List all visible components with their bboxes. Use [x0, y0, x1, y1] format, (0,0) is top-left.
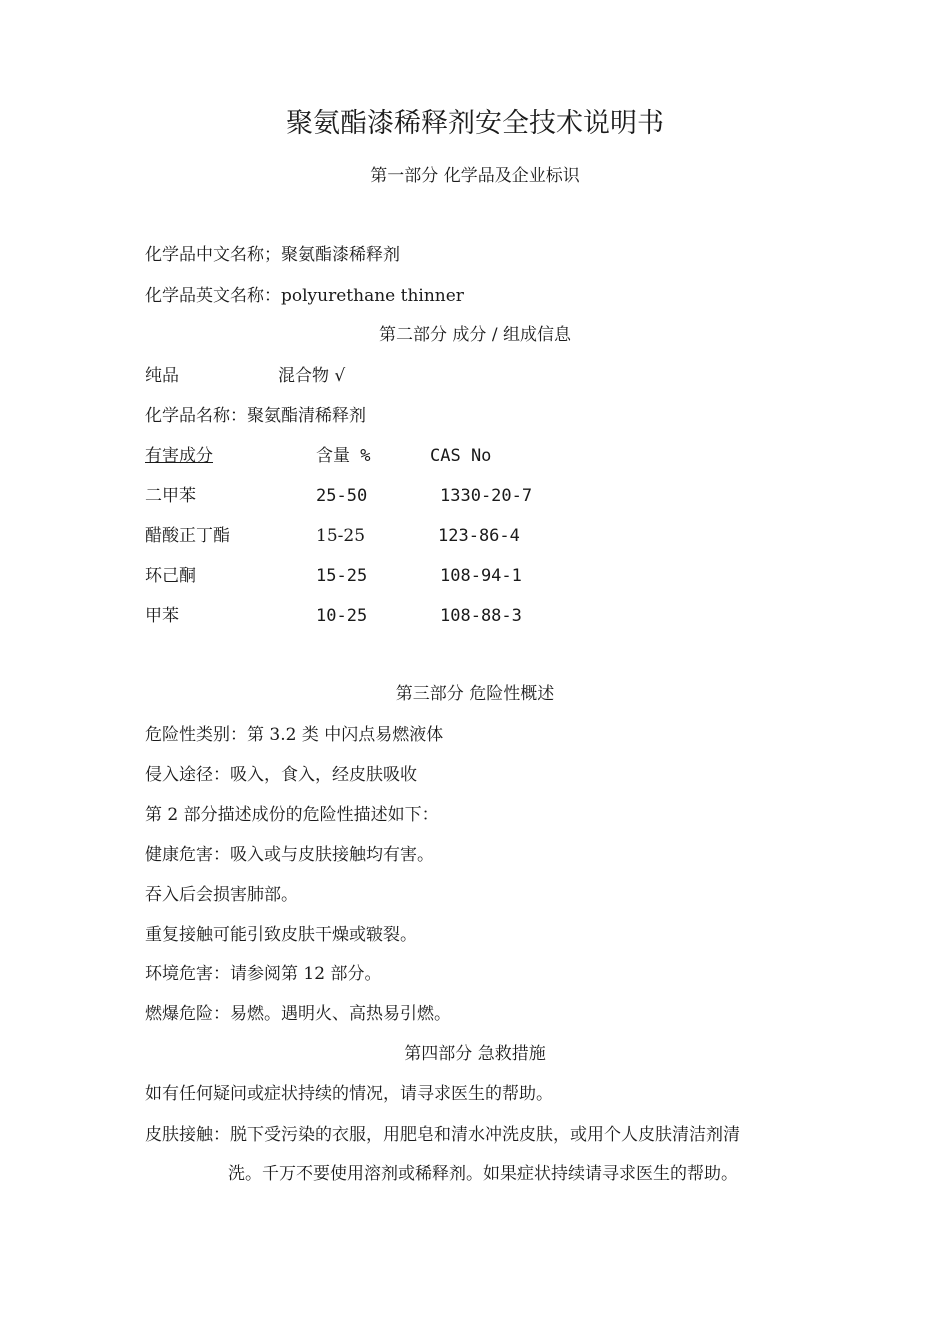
table-row-content: 15-25	[316, 526, 366, 546]
mixture-label: 混合物 √	[278, 366, 346, 386]
hazard-line: 健康危害：吸入或与皮肤接触均有害。	[145, 845, 434, 865]
chinese-name-line: 化学品中文名称；聚氨酯漆稀释剂	[145, 245, 400, 265]
hazard-line: 燃爆危险：易燃。遇明火、高热易引燃。	[145, 1004, 451, 1024]
table-row-content: 25-50	[316, 486, 368, 506]
table-row-cas: 108-88-3	[440, 606, 522, 626]
first-aid-line: 皮肤接触：脱下受污染的衣服，用肥皂和清水冲洗皮肤，或用个人皮肤清洁剂清	[145, 1125, 740, 1145]
table-row-cas: 108-94-1	[440, 566, 522, 586]
table-row-name: 环己酮	[145, 566, 196, 586]
hazard-line: 环境危害：请参阅第 12 部分。	[145, 964, 382, 984]
part4-heading: 第四部分 急救措施	[404, 1044, 546, 1064]
table-row-name: 二甲苯	[145, 486, 196, 506]
hazard-line: 吞入后会损害肺部。	[145, 885, 298, 905]
table-header-component: 有害成分	[145, 446, 213, 466]
hazard-line: 第 2 部分描述成份的危险性描述如下：	[145, 805, 439, 825]
part2-heading: 第二部分 成分 / 组成信息	[379, 325, 571, 345]
table-row-name: 醋酸正丁酯	[145, 526, 230, 546]
pure-label: 纯品	[145, 366, 179, 386]
first-aid-line: 如有任何疑问或症状持续的情况，请寻求医生的帮助。	[145, 1084, 553, 1104]
table-header-cas: CAS No	[430, 446, 492, 466]
hazard-line: 重复接触可能引致皮肤干燥或皲裂。	[145, 925, 417, 945]
table-row-cas: 123-86-4	[438, 526, 520, 546]
document-title: 聚氨酯漆稀释剂安全技术说明书	[286, 108, 664, 139]
first-aid-continuation: 洗。千万不要使用溶剂或稀释剂。如果症状持续请寻求医生的帮助。	[228, 1164, 738, 1184]
table-header-content: 含量 %	[316, 446, 371, 466]
part1-heading: 第一部分 化学品及企业标识	[370, 166, 580, 186]
table-row-content: 10-25	[316, 606, 368, 626]
hazard-line: 侵入途径：吸入，食入，经皮肤吸收	[145, 765, 417, 785]
table-row-content: 15-25	[316, 566, 368, 586]
chemical-name-line: 化学品名称：聚氨酯清稀释剂	[145, 406, 366, 426]
hazard-line: 危险性类别：第 3.2 类 中闪点易燃液体	[145, 725, 444, 745]
table-row-name: 甲苯	[145, 606, 179, 626]
part3-heading: 第三部分 危险性概述	[395, 684, 555, 704]
table-row-cas: 1330-20-7	[440, 486, 533, 506]
english-name-line: 化学品英文名称：polyurethane thinner	[145, 286, 464, 306]
